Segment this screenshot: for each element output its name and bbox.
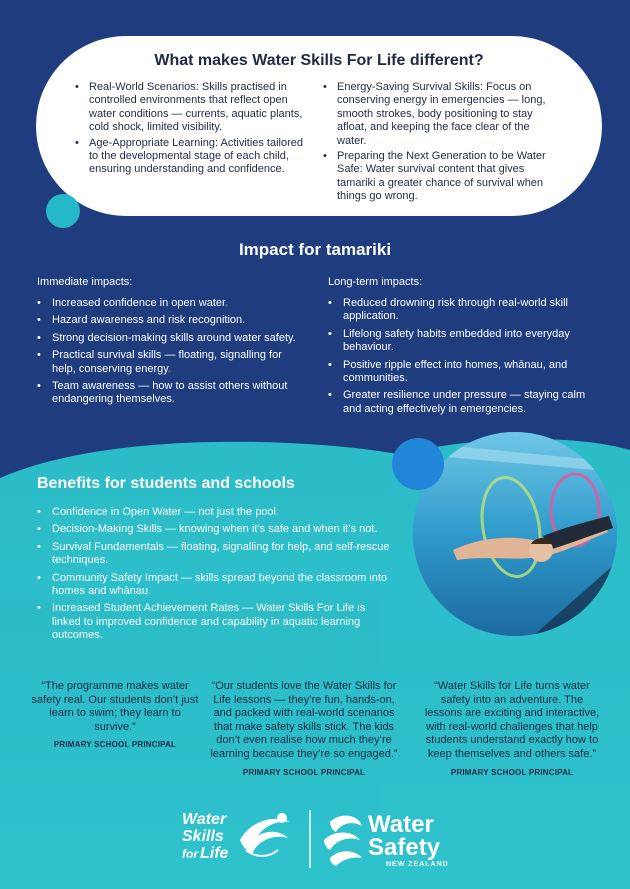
testimonial-quote: [422, 680, 602, 779]
list-item: • Confidence in Open Water — not just the pool.: [37, 506, 397, 519]
longterm-heading: Long-term impacts:: [328, 276, 423, 288]
water-safety-swirl-icon: [324, 816, 362, 866]
list-item: • Energy-Saving Survival Skills: Focus on conserving energy in emergencies — long, smooth strokes, body positioning to stay afloat, and keeping the face clear of the water.: [321, 81, 561, 148]
quote-attribution: PRIMARY SCHOOL PRINCIPAL: [53, 740, 177, 750]
list-item: • Age-Appropriate Learning: Activities tailored to the developmental stage of each child, ensuring understanding and confidence.: [73, 137, 313, 177]
wsfl-logo-text: Water: [182, 811, 227, 828]
footer-logos: [0, 800, 630, 880]
list-item: • Lifelong safety habits embedded into everyday behaviour.: [328, 328, 598, 355]
list-item: • Positive ripple effect into homes, whānau, and communities.: [328, 359, 598, 386]
differences-bubble: [36, 36, 602, 216]
quote-text: “Our students love the Water Skills for Life lessons — they’re fun, hands-on, and packed with real-world scenarios that make safety skills stick. The kids don’t even realise how much they’re learning because they’re so engaged.”: [210, 680, 398, 760]
immediate-heading: Immediate impacts:: [37, 276, 133, 288]
testimonial-quote: [204, 680, 404, 779]
wsnz-logo-text: Water: [368, 811, 434, 838]
list-item: • Decision-Making Skills — knowing when it’s safe and when it’s not.: [37, 523, 397, 536]
decorative-dot-blue: [392, 438, 444, 490]
list-item: • Practical survival skills — floating, signalling for help, conserving energy.: [37, 349, 307, 376]
testimonial-quote: [30, 680, 200, 752]
list-item: • Hazard awareness and risk recognition.: [37, 314, 307, 327]
quote-text: “The programme makes water safety real. Our students don’t just learn to swim; they learn to survive.”: [31, 680, 199, 733]
water-skills-for-life-logo: [182, 811, 290, 862]
wsfl-logo-text: for: [182, 847, 198, 861]
list-item: • Community Safety Impact — skills spread beyond the classroom into homes and whānau.: [37, 572, 397, 599]
list-item: • Strong decision-making skills around water safety.: [37, 332, 307, 345]
benefits-title: Benefits for students and schools: [37, 475, 295, 492]
decorative-dot: [46, 194, 80, 228]
list-item: • Reduced drowning risk through real-world skill application.: [328, 297, 598, 324]
list-item: • Survival Fundamentals — floating, signalling for help, and self-rescue techniques.: [37, 541, 397, 568]
bubble-list-right: [321, 81, 561, 206]
list-item: • Preparing the Next Generation to be Water Safe: Water survival content that gives tamariki a greater chance of survival when things go wrong.: [321, 150, 561, 204]
water-safety-nz-logo: [324, 811, 449, 868]
impact-title: Impact for tamariki: [238, 240, 392, 259]
list-item: • Increased confidence in open water.: [37, 297, 307, 310]
bubble-list-left: [73, 81, 313, 179]
quote-attribution: PRIMARY SCHOOL PRINCIPAL: [450, 767, 574, 777]
quote-attribution: PRIMARY SCHOOL PRINCIPAL: [242, 767, 366, 777]
list-item: • Team awareness — how to assist others without endangering themselves.: [37, 380, 307, 407]
benefits-list: [37, 506, 397, 647]
list-item: • Greater resilience under pressure — staying calm and acting effectively in emergencies.: [328, 389, 598, 416]
bubble-title: What makes Water Skills For Life different?: [154, 52, 484, 69]
wsfl-logo-text: Life: [200, 845, 229, 862]
wsnz-logo-text: NEW ZEALAND: [386, 861, 449, 868]
wave-swimmer-icon: [240, 813, 290, 856]
immediate-list: [37, 297, 307, 411]
longterm-list: [328, 297, 598, 420]
list-item: • Increased Student Achievement Rates — Water Skills For Life is linked to improved confidence and capability in aquatic learning outcomes.: [37, 602, 397, 642]
wsfl-logo-text: Skills: [182, 828, 224, 845]
list-item: • Real-World Scenarios: Skills practised in controlled environments that reflect open water conditions — currents, aquatic plants, cold shock, limited visibility.: [73, 81, 313, 135]
quote-text: “Water Skills for Life turns water safety into an adventure. The lessons are exciting and interactive, with real-world challenges that help students understand exactly how to keep themselves and others safe.”: [424, 680, 600, 760]
wsnz-logo-text: Safety: [368, 834, 441, 861]
